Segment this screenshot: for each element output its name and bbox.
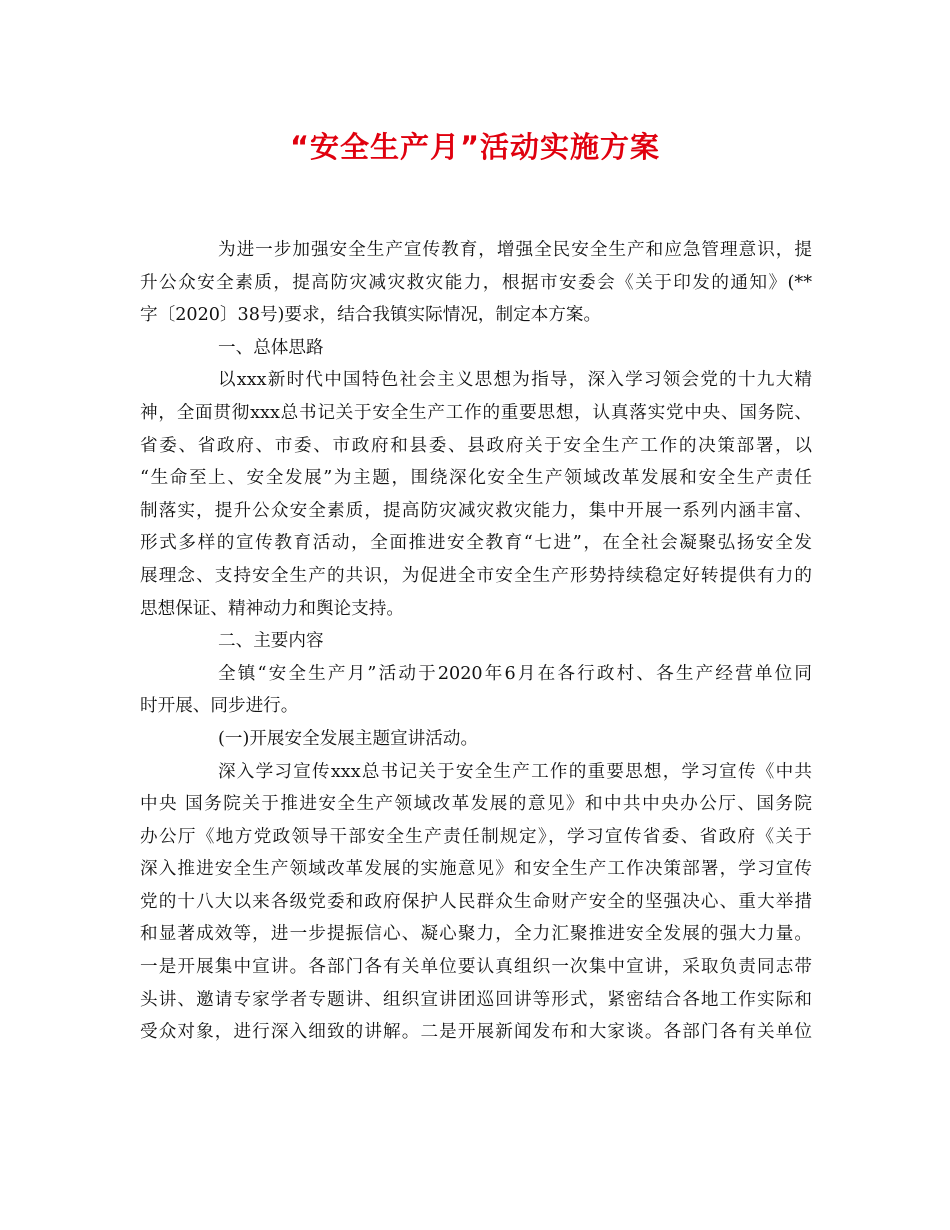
text-line: 省委、省政府、市委、市政府和县委、县政府关于安全生产工作的决策部署，以 [140, 435, 812, 456]
text-line: 字〔2020〕38号)要求，结合我镇实际情况，制定本方案。 [140, 305, 602, 326]
text-line: 和显著成效等，进一步提振信心、凝心聚力，全力汇聚推进安全发展的强大力量。 [140, 924, 812, 945]
text-line: 头讲、邀请专家学者专题讲、组织宣讲团巡回讲等形式，紧密结合各地工作实际和 [140, 989, 812, 1010]
text-line: 受众对象，进行深入细致的讲解。二是开展新闻发布和大家谈。各部门各有关单位 [140, 1022, 812, 1043]
text-line: 中央 国务院关于推进安全生产领域改革发展的意见》和中共中央办公厅、国务院 [140, 794, 812, 815]
text-line: 升公众安全素质，提高防灾减灾救灾能力，根据市安委会《关于印发的通知》(** [140, 272, 812, 293]
text-line: 党的十八大以来各级党委和政府保护人民群众生命财产安全的坚强决心、重大举措 [140, 891, 812, 912]
text-line: 办公厅《地方党政领导干部安全生产责任制规定》，学习宣传省委、省政府《关于 [140, 826, 812, 847]
text-line: (一)开展安全发展主题宣讲活动。 [218, 728, 479, 749]
text-line: 以xxx新时代中国特色社会主义思想为指导，深入学习领会党的十九大精 [218, 370, 812, 391]
text-line: 深入推进安全生产领域改革发展的实施意见》和安全生产工作决策部署，学习宣传 [140, 859, 812, 880]
text-line: 全镇“安全生产月”活动于2020年6月在各行政村、各生产经营单位同 [218, 663, 812, 684]
document-title: “安全生产月”活动实施方案 [289, 130, 661, 164]
text-line: 制落实，提升公众安全素质，提高防灾减灾救灾能力，集中开展一系列内涵丰富、 [140, 500, 812, 521]
text-line: 形式多样的宣传教育活动，全面推进安全教育“七进”，在全社会凝聚弘扬安全发 [140, 533, 812, 554]
text-line: 时开展、同步进行。 [140, 696, 299, 717]
text-line: “生命至上、安全发展”为主题，围绕深化安全生产领域改革发展和安全生产责任 [140, 468, 812, 489]
text-line: 一是开展集中宣讲。各部门各有关单位要认真组织一次集中宣讲，采取负责同志带 [140, 957, 812, 978]
document-body [140, 234, 812, 1049]
text-line: 展理念、支持安全生产的共识，为促进全市安全生产形势持续稳定好转提供有力的 [140, 565, 812, 586]
text-line: 二、主要内容 [218, 631, 324, 652]
text-line: 神，全面贯彻xxx总书记关于安全生产工作的重要思想，认真落实党中央、国务院、 [140, 402, 812, 423]
text-line: 思想保证、精神动力和舆论支持。 [140, 598, 404, 619]
text-line: 一、总体思路 [218, 337, 324, 358]
text-line: 深入学习宣传xxx总书记关于安全生产工作的重要思想，学习宣传《中共 [218, 761, 812, 782]
text-line: 为进一步加强安全生产宣传教育，增强全民安全生产和应急管理意识，提 [218, 240, 812, 260]
